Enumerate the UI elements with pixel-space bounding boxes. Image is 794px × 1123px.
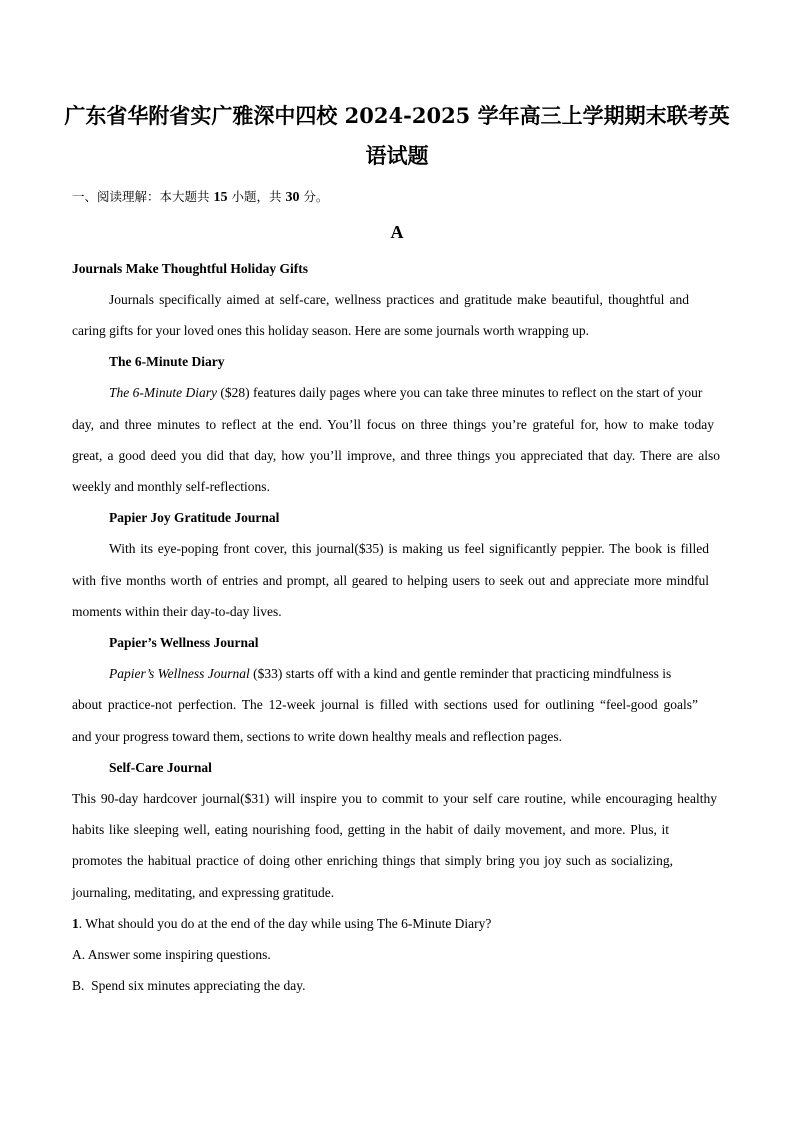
section-header: 一、阅读理解：本大题共 15 小题，共 30 分。 (72, 189, 329, 205)
document-title (60, 96, 734, 176)
item-1-line-1: The 6-Minute Diary ($28) features daily pages where you can take three minutes to reflect on the start of your (109, 385, 703, 400)
item-4-line-3: promotes the habitual practice of doing other enriching things that simply bring you joy such as socializing, (72, 853, 673, 868)
title-line-1: 广东省华附省实广雅深中四校 2024-2025 学年高三上学期期末联考英 (64, 103, 730, 128)
title-line-2: 语试题 (365, 143, 429, 168)
item-3-line-1: Papier’s Wellness Journal ($33) starts off with a kind and gentle reminder that practicing mindfulness is (109, 666, 672, 681)
item-3-line-2: about practice-not perfection. The 12-week journal is filled with sections used for outlining “feel-good goals” (72, 697, 698, 712)
item-4-line-4: journaling, meditating, and expressing gratitude. (72, 885, 335, 900)
option-a[interactable]: A. Answer some inspiring questions. (72, 947, 271, 962)
intro-line-1: Journals specifically aimed at self-care, wellness practices and gratitude make beautiful, thoughtful and (109, 292, 689, 307)
question-number: 1 (72, 916, 79, 931)
item-1-line-2: day, and three minutes to reflect at the end. You’ll focus on three things you’re grateful for, how to make today (72, 417, 714, 432)
item-3-line-3: and your progress toward them, sections to write down healthy meals and reflection pages. (72, 729, 562, 744)
item-title-self-care: Self-Care Journal (109, 760, 212, 775)
item-2-line-3: moments within their day-to-day lives. (72, 604, 282, 619)
item-title-papier-wellness: Papier’s Wellness Journal (109, 635, 259, 650)
item-1-line-4: weekly and monthly self-reflections. (72, 479, 270, 494)
item-title-papier-joy: Papier Joy Gratitude Journal (109, 510, 280, 525)
item-1-line-3: great, a good deed you did that day, how you’ll improve, and three things you appreciated that day. There are also (72, 448, 720, 463)
item-2-line-2: with five months worth of entries and prompt, all geared to helping users to seek out and appreciate more mindful (72, 573, 709, 588)
question-1: 1. What should you do at the end of the day while using The 6-Minute Diary? (72, 916, 492, 931)
passage-heading: Journals Make Thoughtful Holiday Gifts (72, 261, 309, 276)
item-4-line-1: This 90-day hardcover journal($31) will inspire you to commit to your self care routine, while encouraging healthy (72, 791, 717, 806)
intro-line-2: caring gifts for your loved ones this holiday season. Here are some journals worth wrapping up. (72, 323, 590, 338)
part-label: A (390, 222, 404, 242)
option-b[interactable]: B. Spend six minutes appreciating the day. (72, 978, 306, 993)
item-title-6-minute-diary: The 6-Minute Diary (109, 354, 225, 369)
item-4-line-2: habits like sleeping well, eating nourishing food, getting in the habit of daily movement, and more. Plus, it (72, 822, 669, 837)
item-2-line-1: With its eye-poping front cover, this journal($35) is making us feel significantly peppier. The book is filled (109, 541, 709, 556)
